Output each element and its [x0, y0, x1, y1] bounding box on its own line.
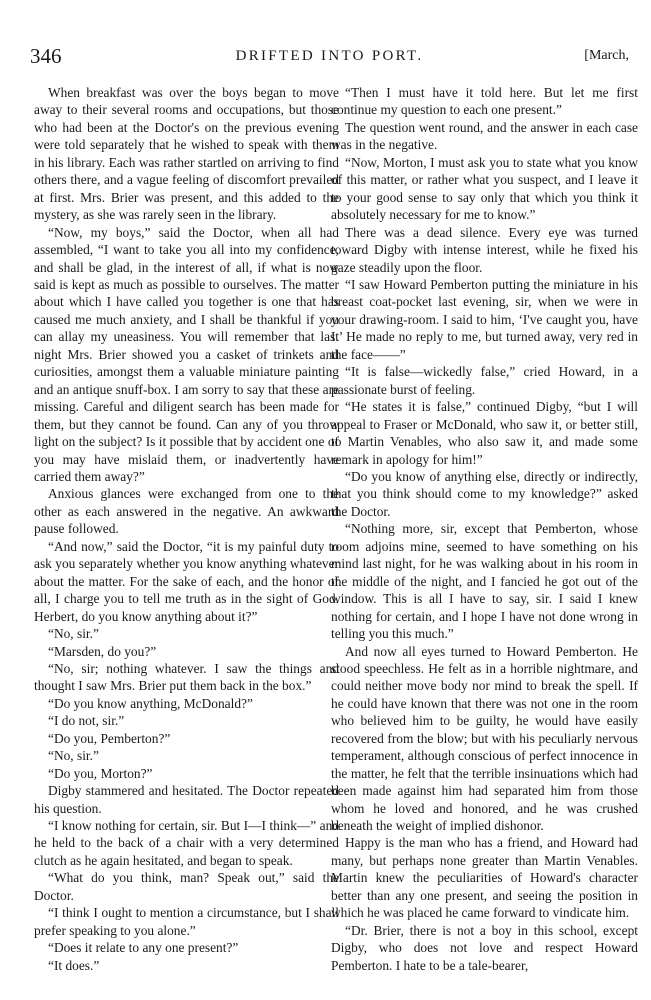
paragraph: “I saw Howard Pemberton putting the miniature in his breast coat-pocket last evening, sir, when we were in your drawing-room. I said to him, ‘I've caught you, have I.’ He made no reply to me, but turned away, very red in the face——”: [331, 276, 638, 362]
paragraph: “It does.”: [48, 957, 100, 973]
paragraph: “I think I ought to mention a circumstance, but I shall prefer speaking to you alone.”: [34, 905, 339, 938]
paragraph: “No, sir.”: [48, 626, 99, 642]
paragraph: “Now, Morton, I must ask you to state what you know of this matter, or rather what you suspect, and I leave it to your good sense to say only that which you think it absolutely necessary for me to know.”: [331, 154, 638, 223]
paragraph: “Then I must have it told here. But let me first continue my question to each one present.”: [331, 85, 638, 118]
paragraph: Anxious glances were exchanged from one to the other as each answered in the negative. An awkward pause followed.: [34, 486, 339, 537]
paragraph: The question went round, and the answer in each case was in the negative.: [331, 119, 638, 153]
paragraph: “Dr. Brier, there is not a boy in this school, except Digby, who does not love and respect Howard Pemberton. I hate to be a tale-bearer,: [331, 922, 638, 973]
paragraph: Happy is the man who has a friend, and Howard had many, but perhaps none greater than Martin Venables. Martin knew the peculiarities of Howard's character better than any one present, and seeing the position in which he was placed he came forward to vindicate him.: [331, 835, 638, 921]
paragraph: Digby stammered and hesitated. The Doctor repeated his question.: [34, 783, 339, 816]
paragraph: “Do you know anything, McDonald?”: [48, 695, 253, 711]
paragraph: “What do you think, man? Speak out,” said the Doctor.: [34, 870, 339, 903]
paragraph: “No, sir; nothing whatever. I saw the things and thought I saw Mrs. Brier put them back in the box.”: [34, 660, 339, 694]
paragraph: “I know nothing for certain, sir. But I—I think—” and he held to the back of a chair with a very determined clutch as he again hesitated, and began to speak.: [34, 818, 339, 868]
paragraph: “Do you, Morton?”: [48, 765, 153, 781]
page-number: 346: [30, 44, 62, 68]
running-header: [30, 44, 629, 68]
right-column: [331, 84, 638, 974]
paragraph: “Marsden, do you?”: [48, 643, 157, 659]
paragraph: And now all eyes turned to Howard Pemberton. He stood speechless. He felt as in a horrible nightmare, and could neither move body nor mind to break the spell. If he could have known that there was not one in the room who believed him to be guilty, he would have easily recovered from the blow; but with his peculiarly nervous temperament, although conscious of perfect innocence in the matter, he felt that the terrible insinuations which had been made against him had separated him from those whom he loved and honored, and he was crushed beneath the weight of implied dishonor.: [331, 643, 638, 834]
paragraph: “Do you know of anything else, directly or indirectly, that you think should come to my knowledge?” asked the Doctor.: [331, 468, 638, 519]
paragraph: “And now,” said the Doctor, “it is my painful duty to ask you separately whether you know anything whatever about the matter. For the sake of each, and the honor of all, I charge you to tell me truth as in the sight of God. Herbert, do you know anything about it?”: [34, 538, 339, 624]
paragraph: “He states it is false,” continued Digby, “but I will appeal to Fraser or McDonald, who saw it, or better still, to Martin Venables, who also saw it, and made some remark in apology for him!”: [331, 399, 638, 467]
paragraph: “Now, my boys,” said the Doctor, when all had assembled, “I want to take you all into my confidence, and shall be glad, in the interest of all, if what is now said is kept as much as possible to ourselves. The matter about which I have called you together is one that has caused me much anxiety, and I shall be thankful if you can allay my uneasiness. You will remember that last night Mrs. Brier showed you a casket of trinkets and curiosities, amongst them a valuable miniature painting and an antique snuff-box. I am sorry to say that these are missing. Careful and diligent search has been made for them, but they cannot be found. Can any of you throw light on the subject? Is it possible that by accident one of you may have mislaid them, or inadvertently have carried them away?”: [34, 224, 339, 484]
left-column: [34, 84, 339, 974]
paragraph: “Does it relate to any one present?”: [48, 940, 239, 956]
paragraph: “It is false—wickedly false,” cried Howard, in a passionate burst of feeling.: [331, 364, 638, 397]
issue-month: [March,: [584, 48, 629, 63]
paragraph: There was a dead silence. Every eye was turned toward Digby with intense interest, while he fixed his gaze steadily upon the floor.: [331, 224, 638, 275]
paragraph: “No, sir.”: [48, 748, 99, 764]
paragraph: “Nothing more, sir, except that Pemberton, whose room adjoins mine, seemed to have something on his mind last night, for he was walking about in his room in the middle of the night, and I fancied he got out of the window. This is all I have to say, sir. I said I knew nothing for certain, and I hope I have not done wrong in telling you this much.”: [331, 521, 638, 642]
paragraph: “I do not, sir.”: [48, 713, 125, 729]
running-title: DRIFTED INTO PORT.: [235, 48, 424, 64]
paragraph: “Do you, Pemberton?”: [48, 730, 171, 746]
paragraph: When breakfast was over the boys began to move away to their several rooms and occupations, but those who had been at the Doctor's on the previous evening were told separately that he wished to speak with them in his library. Each was rather startled on arriving to find others there, and a vague feeling of discomfort prevailed at first. Mrs. Brier was present, and this added to the mystery, as she was rarely seen in the library.: [34, 85, 339, 223]
